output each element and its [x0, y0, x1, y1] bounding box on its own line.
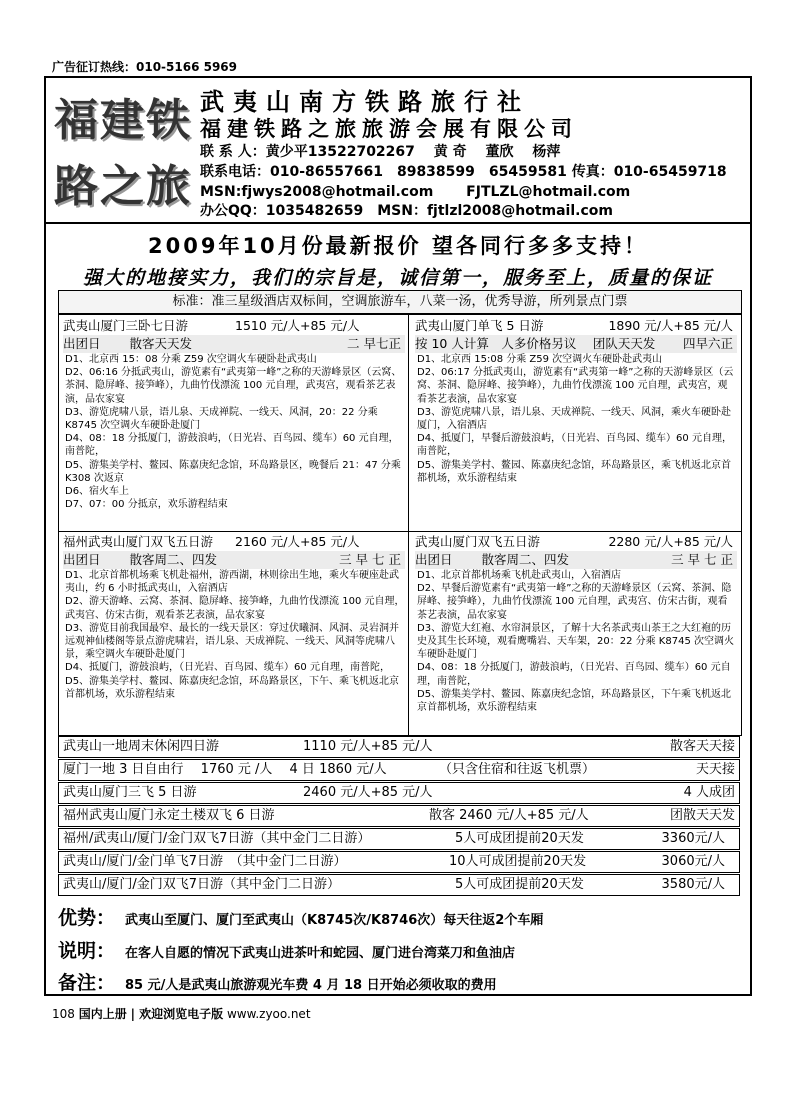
note-remark — [58, 968, 497, 995]
tour-day: D4、08：18 分抵厦门，游鼓浪屿，（日光岩、百鸟园、缆车）60 元自理，南普陀， — [417, 662, 731, 687]
page-footer: 108 国内上册 | 欢迎浏览电子版 www.zyoo.net — [52, 1007, 311, 1021]
tour-day: D3、游览虎啸八景，语儿泉、天成禅院、一线天、风洞，乘火车硬卧赴厦门，入宿酒店 — [417, 406, 732, 432]
row-name: 福州武夷山厦门永定土楼双飞 6 日游 — [63, 808, 275, 823]
tour-day: D1、北京首都机场乘飞机赴武夷山，入宿酒店 — [417, 570, 622, 581]
tour-day: D6、宿火车上 — [65, 486, 130, 498]
tour-sub-row — [63, 551, 405, 569]
tour-day: D3、游览目前我国最窄、最长的一线天景区：穿过伏曦洞、风洞、灵岩洞并远观神仙楼阁等景点游虎啸岩，语儿泉、天成禅院、一线天、风洞等虎啸八景，乘空调火车硬卧赴厦门 — [65, 622, 400, 661]
row-name: 武夷山厦门三飞 5 日游 — [63, 785, 197, 800]
tour-title-row — [415, 533, 737, 551]
tour-departure: 出团日 散客周二、四发 — [63, 552, 217, 567]
tour-departure: 按 10 人计算 人多价格另议 团队天天发 — [415, 336, 656, 351]
logo-char: 福 — [54, 95, 98, 146]
row-schedule: 4 人成团 — [683, 785, 735, 800]
logo-char: 路 — [54, 161, 98, 212]
row-name: 武夷山/厦门/金门单飞7日游 （其中金门二日游） — [63, 854, 347, 869]
headline: 2009年10月份最新报价 望各同行多多支持！ — [148, 234, 648, 258]
tour-departure: 出团日 散客周二、四发 — [415, 552, 569, 567]
contact-qq: 办公QQ：1035482659 MSN：fjtlzl2008@hotmail.com — [200, 203, 613, 219]
tour-day: D2、早餐后游览素有“武夷第一峰”之称的天游峰景区（云窝、茶洞、隐屏峰、接笋峰），九曲竹伐漂流 100 元自理，武夷宫、仿宋古街，观看茶艺表演，品农家宴 — [417, 583, 732, 621]
row-name: 武夷山/厦门/金门双飞7日游（其中金门二日游） — [63, 877, 341, 892]
note-text: 85 元/人是武夷山旅游观光车费 4 月 18 日开始必须收取的费用 — [125, 978, 497, 993]
grid-divider-horizontal — [59, 531, 741, 532]
tour-meals: 二 早七正 — [347, 336, 401, 351]
tour-day: D5、游集美学村、鳌园、陈嘉庚纪念馆，环岛路景区，晚餐后 21：47 分乘 K308 次返京 — [65, 459, 401, 484]
tour-day: D4、08：18 分抵厦门，游鼓浪屿，（日光岩、百鸟园、缆车）60 元自理，南普陀， — [65, 433, 399, 458]
tour-meals: 四早六正 — [682, 336, 733, 351]
tour-day: D4、抵厦门，游鼓浪屿，（日光岩、百鸟园、缆车）60 元自理，南普陀， — [65, 662, 390, 674]
price-row — [58, 736, 740, 758]
tour-day: D1、北京首都机场乘飞机赴福州，游西湖，林则徐出生地，乘火车硬座赴武夷山，约 6 小时抵武夷山，入宿酒店 — [65, 570, 400, 595]
tour-price: 1890 元/人+85 元/人 — [608, 318, 733, 333]
tour-day: D1、北京西 15:08 分乘 Z59 次空调火车硬卧赴武夷山 — [417, 354, 663, 365]
footer-url[interactable]: www.zyoo.net — [226, 1007, 311, 1021]
note-explanation — [58, 936, 515, 963]
grid-divider-vertical — [408, 315, 409, 735]
tour-day: D5、游集美学村、鳌园、陈嘉庚纪念馆，环岛路景区，乘飞机返北京首都机场，欢乐游程结束 — [417, 459, 732, 484]
company-name-secondary: 福建铁路之旅旅游会展有限公司 — [200, 117, 578, 141]
tour-title-row — [63, 533, 405, 551]
tour-title: 福州武夷山厦门双飞五日游 — [63, 534, 214, 549]
logo-char: 之 — [100, 161, 144, 212]
ad-hotline: 广告征订热线：010-5166 5969 — [52, 60, 238, 74]
header-divider — [46, 222, 750, 224]
row-note: （只含住宿和往返飞机票） — [439, 762, 596, 777]
tour-day: D5、游集美学村、鳌园、陈嘉庚纪念馆，环岛路景区，下午、乘飞机返北京首都机场，欢乐游程结束 — [65, 675, 400, 700]
price-row — [58, 759, 740, 781]
tour-day: D2、游天游峰、云窝、茶洞、隐屏峰、接笋峰，九曲竹伐漂流 100 元自理，武夷宫、仿宋古街，观看茶艺表演，品农家宴 — [65, 596, 405, 621]
tour-title-row — [415, 317, 737, 335]
tour-day: D4、抵厦门，早餐后游鼓浪屿，（日光岩、百鸟园、缆车）60 元自理，南普陀， — [417, 433, 732, 458]
note-text: 在客人自愿的情况下武夷山进茶叶和蛇园、厦门进台湾菜刀和鱼油店 — [125, 946, 516, 961]
price-row — [58, 874, 740, 896]
logo-char: 铁 — [146, 95, 190, 146]
tour-day: D7、07：00 分抵京，欢乐游程结束 — [65, 499, 228, 511]
note-label: 优势： — [58, 907, 116, 929]
row-price: 1110 元/人+85 元/人 — [303, 739, 433, 754]
standard-bar: 标准：准三星级酒店双标间，空调旅游车，八菜一汤，优秀导游，所列景点门票 — [58, 290, 742, 314]
row-name: 福州/武夷山/厦门/金门双飞7日游（其中金门二日游） — [63, 831, 371, 846]
tour-day: D2、06:17 分抵武夷山，游览素有“武夷第一峰”之称的天游峰景区（云窝、茶洞、隐屏峰、接笋峰），九曲竹伐漂流 100 元自理，武夷宫，观看茶艺表演，品农家宴 — [417, 367, 734, 405]
tour-card — [415, 317, 737, 485]
tour-meals: 三 早 七 正 — [339, 552, 401, 567]
tour-grid — [58, 314, 742, 736]
tour-meals: 三 早 七 正 — [671, 552, 733, 567]
tour-title-row — [63, 317, 405, 335]
tour-title: 武夷山厦门三卧七日游 — [63, 318, 189, 333]
row-schedule: 团散天天发 — [669, 808, 735, 823]
tour-day: D2、06:16 分抵武夷山，游览素有“武夷第一峰”之称的天游峰景区（云窝、茶洞、隐屏峰、接笋峰），九曲竹伐漂流 100 元自理，武夷宫，观看茶艺表演，品农家宴 — [65, 367, 402, 405]
row-note: 散客 2460 元/人+85 元/人 — [429, 808, 589, 823]
tour-price: 2160 元/人+85 元/人 — [235, 534, 360, 549]
tour-card — [415, 533, 737, 714]
tour-card — [63, 317, 405, 511]
tour-price: 2280 元/人+85 元/人 — [608, 534, 733, 549]
tour-day: D3、游览大红袍、水帘洞景区，了解十大名茶武夷山茶王之大红袍的历史及其生长环境，观看鹰嘴岩、天车架，20：22 分乘 K8745 次空调火车硬卧赴厦门 — [417, 622, 734, 661]
tour-day: D1、北京西 15：08 分乘 Z59 次空调火车硬卧赴武夷山 — [65, 354, 317, 365]
note-label: 备注： — [58, 972, 116, 994]
price-row — [58, 828, 740, 850]
logo-char: 旅 — [146, 161, 190, 212]
row-schedule: 3360元/人 — [661, 831, 725, 846]
tour-title: 武夷山厦门双飞五日游 — [415, 534, 541, 549]
tour-sub-row — [415, 551, 737, 569]
note-label: 说明： — [58, 940, 116, 962]
price-row — [58, 782, 740, 804]
tour-sub-row — [63, 335, 405, 353]
footer-slogan: 欢迎浏览电子版 — [139, 1007, 224, 1021]
tour-card — [63, 533, 405, 701]
company-name-primary: 武夷山南方铁路旅行社 — [200, 88, 530, 116]
logo — [54, 84, 189, 219]
footer-section: 国内上册 — [78, 1007, 127, 1021]
tour-departure: 出团日 散客天天发 — [63, 336, 192, 351]
row-schedule: 3580元/人 — [661, 877, 725, 892]
row-name: 武夷山一地周末休闲四日游 — [63, 739, 220, 754]
price-row — [58, 805, 740, 827]
logo-char: 建 — [100, 95, 144, 146]
tour-price: 1510 元/人+85 元/人 — [235, 318, 360, 333]
row-schedule: 散客天天接 — [669, 739, 735, 754]
row-name: 厦门一地 3 日自由行 1760 元 /人 4 日 1860 元/人 — [63, 762, 387, 777]
tour-sub-row — [415, 335, 737, 353]
row-note: 10人可成团提前20天发 — [449, 854, 587, 869]
contact-phones: 联系电话：010-86557661 89838599 65459581 传真：010-65459718 — [200, 164, 727, 180]
note-advantage — [58, 903, 543, 930]
row-schedule: 3060元/人 — [661, 854, 725, 869]
row-note: 5人可成团提前20天发 — [455, 831, 584, 846]
tour-title: 武夷山厦门单飞 5 日游 — [415, 318, 544, 333]
tour-day: D5、游集美学村、鳌园、陈嘉庚纪念馆，环岛路景区，下午乘飞机返北京首都机场，欢乐游程结束 — [417, 688, 732, 714]
row-schedule: 天天接 — [695, 762, 735, 777]
row-note: 5人可成团提前20天发 — [455, 877, 584, 892]
tour-day: D3、游览虎啸八景，语儿泉、天成禅院、一线天、风洞，20：22 分乘 K8745 次空调火车硬卧赴厦门 — [65, 406, 378, 432]
contact-persons: 联 系 人：黄少平13522702267 黄 奇 董欣 杨萍 — [200, 144, 561, 160]
note-text: 武夷山至厦门、厦门至武夷山（K8745次/K8746次）每天往返2个车厢 — [125, 913, 544, 928]
row-price: 2460 元/人+85 元/人 — [303, 785, 433, 800]
slogan: 强大的地接实力，我们的宗旨是，诚信第一，服务至上，质量的保证 — [82, 267, 713, 289]
page-number: 108 — [52, 1007, 75, 1021]
price-row — [58, 851, 740, 873]
contact-msn: MSN:fjwys2008@hotmail.com FJTLZL@hotmail.com — [200, 184, 631, 200]
